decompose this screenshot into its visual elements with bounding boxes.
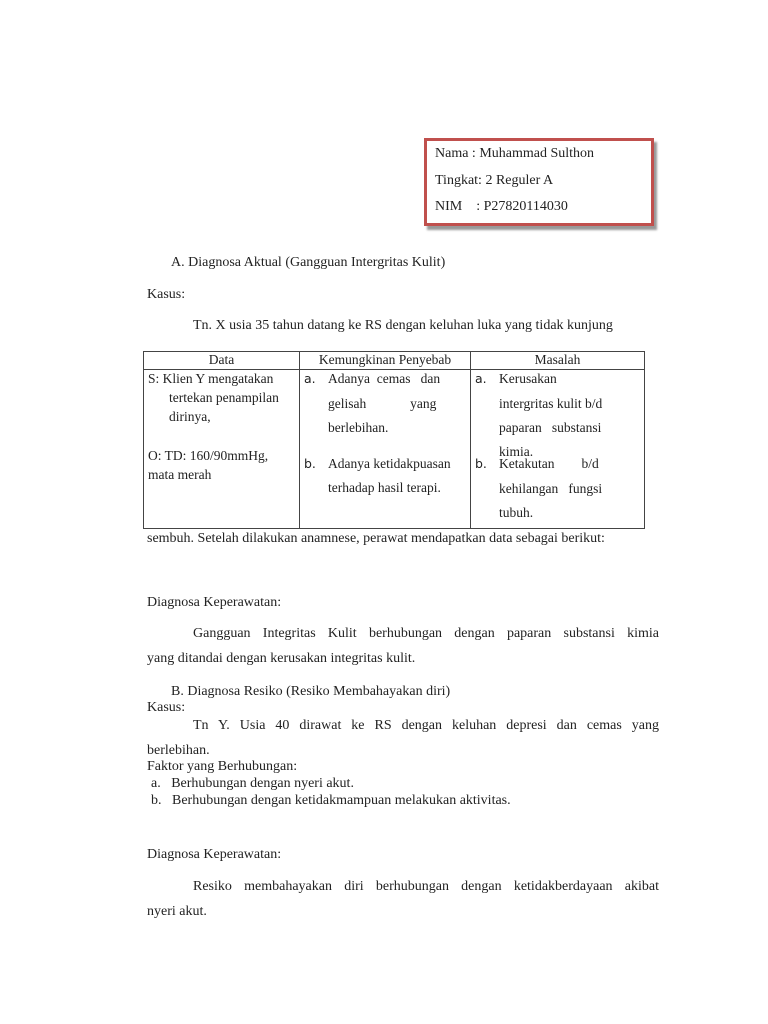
diagnosa-text-b: Resiko membahayakan diri berhubungan dengan ketidakberdayaan akibat	[193, 879, 659, 894]
kasus-label-b: Kasus:	[147, 700, 186, 715]
name-line: Nama : Muhammad Sulthon	[435, 146, 595, 161]
list-marker: b.	[475, 456, 487, 471]
kasus-label: Kasus:	[147, 287, 186, 302]
penyebab-b: terhadap hasil terapi.	[328, 480, 441, 495]
diagnosa-text-a-cont: yang ditandai dengan kerusakan integritas kulit.	[147, 651, 416, 666]
penyebab-a: berlebihan.	[328, 420, 389, 435]
penyebab-a: gelisah yang	[328, 396, 437, 411]
masalah-a: paparan substansi	[499, 420, 602, 435]
faktor-item: b. Berhubungan dengan ketidakmampuan melakukan aktivitas.	[151, 793, 511, 808]
masalah-b: Ketakutan b/d	[499, 456, 599, 471]
header-penyebab: Kemungkinan Penyebab	[300, 352, 471, 370]
masalah-a: kimia.	[499, 444, 534, 459]
penyebab-b: Adanya ketidakpuasan	[328, 456, 451, 471]
penyebab-a: Adanya cemas dan	[328, 371, 441, 386]
penyebab-cell	[304, 370, 466, 528]
faktor-item: a. Berhubungan dengan nyeri akut.	[151, 776, 354, 791]
list-marker: b.	[304, 456, 316, 471]
data-s: S: Klien Y mengatakan	[148, 371, 274, 386]
diagnosa-text-a: Gangguan Integritas Kulit berhubungan dengan paparan substansi kimia	[193, 626, 659, 641]
data-s: tertekan penampilan	[169, 390, 279, 405]
identity-box	[424, 138, 654, 226]
diagnosa-label-a: Diagnosa Keperawatan:	[147, 595, 282, 610]
masalah-cell	[475, 370, 640, 528]
nim-line: NIM : P27820114030	[435, 199, 568, 214]
kasus-text-cont: sembuh. Setelah dilakukan anamnese, perawat mendapatkan data sebagai berikut:	[147, 531, 605, 546]
kasus-text-b-cont: berlebihan.	[147, 743, 210, 758]
data-o: mata merah	[148, 467, 212, 482]
diagnosis-table	[143, 351, 645, 529]
list-marker: a.	[475, 371, 487, 386]
header-masalah: Masalah	[471, 352, 645, 370]
section-b-heading: B. Diagnosa Resiko (Resiko Membahayakan diri)	[171, 684, 451, 699]
data-s: dirinya,	[169, 409, 211, 424]
masalah-a: intergritas kulit b/d	[499, 396, 603, 411]
section-a-heading: A. Diagnosa Aktual (Gangguan Intergritas Kulit)	[171, 255, 446, 270]
header-data: Data	[144, 352, 300, 370]
diagnosa-label-b: Diagnosa Keperawatan:	[147, 847, 282, 862]
kasus-text: Tn. X usia 35 tahun datang ke RS dengan keluhan luka yang tidak kunjung	[193, 318, 613, 333]
level-line: Tingkat: 2 Reguler A	[435, 173, 554, 188]
faktor-label: Faktor yang Berhubungan:	[147, 759, 298, 774]
list-marker: a.	[304, 371, 316, 386]
masalah-a: Kerusakan	[499, 371, 557, 386]
kasus-text-b: Tn Y. Usia 40 dirawat ke RS dengan keluhan depresi dan cemas yang	[193, 718, 659, 733]
masalah-b: tubuh.	[499, 505, 534, 520]
masalah-b: kehilangan fungsi	[499, 481, 603, 496]
diagnosa-text-b-cont: nyeri akut.	[147, 904, 207, 919]
data-o: O: TD: 160/90mmHg,	[148, 448, 269, 463]
data-cell	[148, 370, 295, 528]
